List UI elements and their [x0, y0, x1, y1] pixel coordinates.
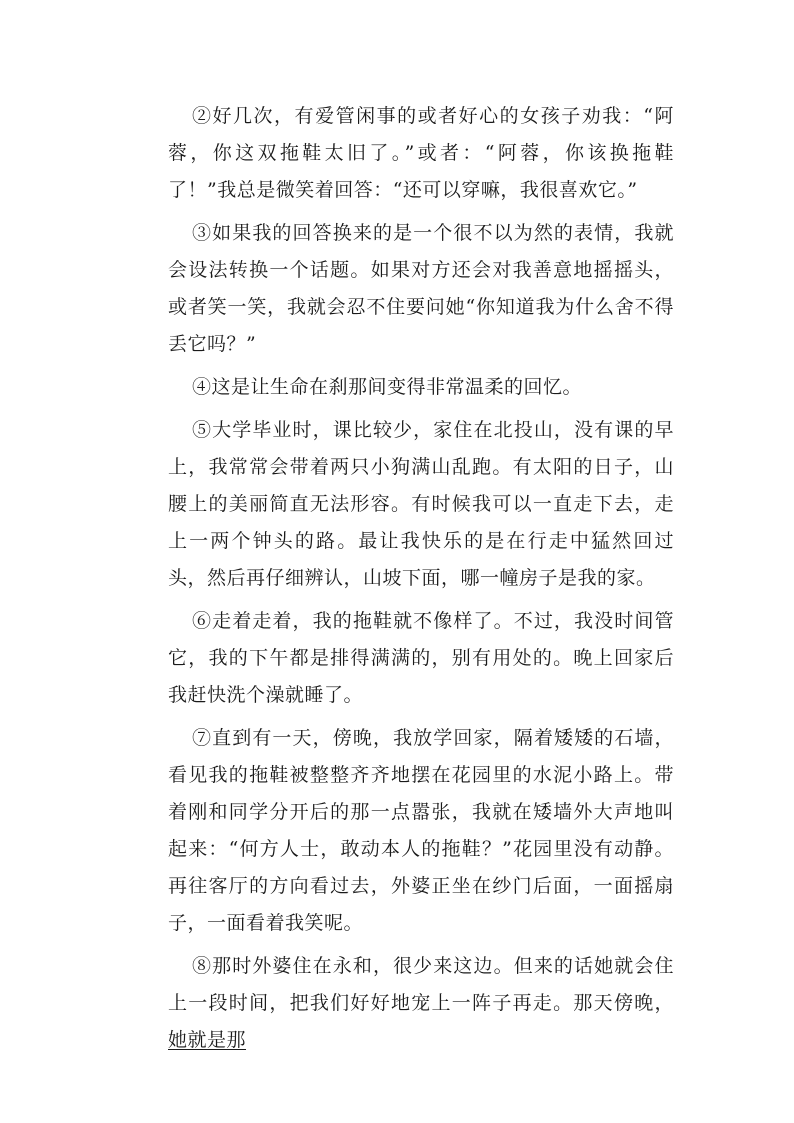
- paragraph-text: 这是让生命在刹那间变得非常温柔的回忆。: [211, 376, 583, 398]
- paragraph-number: ⑥: [192, 610, 213, 632]
- paragraph-2: [168, 98, 674, 209]
- paragraph-number: ④: [192, 376, 212, 398]
- paragraph-text: 那时外婆住在永和，很少来这边。但来的话她就会住上一段时间，把我们好好地宠上一阵子再走。那天傍晚，: [168, 955, 674, 1014]
- paragraph-text: 走着走着，我的拖鞋就不像样了。不过，我没时间管它，我的下午都是排得满满的，别有用处的。晚上回家后我赶快洗个澡就睡了。: [168, 610, 674, 706]
- paragraph-6: [168, 603, 674, 714]
- paragraph-number: ⑧: [192, 955, 213, 977]
- paragraph-number: ②: [192, 105, 213, 127]
- paragraph-7: [168, 720, 674, 942]
- paragraph-8: [168, 948, 674, 1059]
- document-body: [168, 98, 674, 1065]
- paragraph-text: 大学毕业时，课比较少，家住在北投山，没有课的早上，我常常会带着两只小狗满山乱跑。有太阳的日子，山腰上的美丽简直无法形容。有时候我可以一直走下去，走上一两个钟头的路。最让我快乐的是在行走中猛然回过头，然后再仔细辨认，山坡下面，哪一幢房子是我的家。: [168, 419, 674, 589]
- paragraph-text: 好几次，有爱管闲事的或者好心的女孩子劝我：“阿蓉，你这双拖鞋太旧了。”或者：“阿蓉，你该换拖鞋了！”我总是微笑着回答：“还可以穿嘛，我很喜欢它。”: [168, 105, 674, 201]
- paragraph-number: ⑦: [192, 727, 213, 749]
- paragraph-number: ⑤: [192, 419, 213, 441]
- paragraph-5: [168, 412, 674, 597]
- paragraph-text: 直到有一天，傍晚，我放学回家，隔着矮矮的石墙，看见我的拖鞋被整整齐齐地摆在花园里的水泥小路上。带着刚和同学分开后的那一点嚣张，我就在矮墙外大声地叫起来：“何方人士，敢动本人的拖鞋？”花园里没有动静。再往客厅的方向看过去，外婆正坐在纱门后面，一面摇扇子，一面看着我笑呢。: [168, 727, 674, 934]
- paragraph-text: 如果我的回答换来的是一个很不以为然的表情，我就会设法转换一个话题。如果对方还会对我善意地摇摇头，或者笑一笑，我就会忍不住要问她“你知道我为什么舍不得丢它吗？”: [168, 222, 674, 355]
- paragraph-4: [168, 369, 674, 406]
- underlined-phrase: 她就是那: [168, 1029, 247, 1051]
- paragraph-number: ③: [192, 222, 213, 244]
- paragraph-3: [168, 215, 674, 363]
